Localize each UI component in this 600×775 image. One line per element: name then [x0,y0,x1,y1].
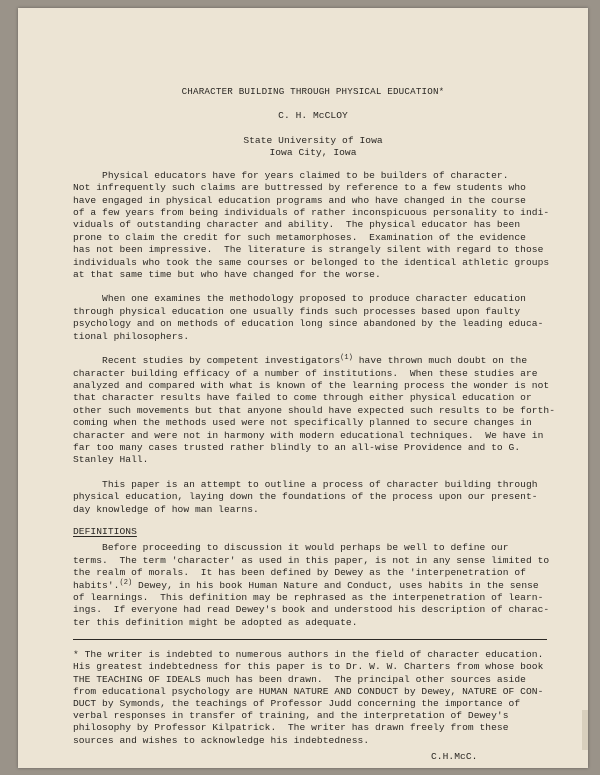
definitions-heading: DEFINITIONS [73,525,137,537]
affiliation-city: Iowa City, Iowa [269,146,357,158]
footnote-initials: C.H.McC. [431,750,478,762]
document-title: CHARACTER BUILDING THROUGH PHYSICAL EDUCATION* [181,86,445,97]
affiliation-university: State University of Iowa [243,134,383,146]
paragraph-3-start: Recent studies by competent investigators [73,355,341,367]
paragraph-4: This paper is an attempt to outline a process of character building through physical education, laying down the foundations of the process upon our present- day knowledge of how man learns. [73,478,538,515]
paragraph-1: Physical educators have for years claimed to be builders of character. Not infrequently such claims are buttressed by reference to a few students who have engaged in physical education programs and who have changed in the course of a few years from being individuals of rather inconspicuous personality to indi- viduals of outstanding character and ability. The physical educator has been prone to claim the credit for such metamorphoses. Examination of the evidence has not been impressive. The literature is strangely silent with regard to those individuals who took the same courses or belonged to the identical athletic groups at that same time but who have changed for the worse. [73,169,550,281]
definitions-paragraph [73,542,553,629]
paragraph-2: When one examines the methodology proposed to produce character education through physical education one usually finds such processes based upon faulty psychology and on methods of education long since abandoned by the leading educa- tional philosophers. [73,293,544,342]
reference-marker-2: (2) [119,578,133,587]
footnote-divider [73,639,547,640]
paragraph-3 [73,355,553,467]
definitions-start: Before proceeding to discussion it would perhaps be well to define our terms. The term 'character' as used in this paper, is not in any sense limited to the realm of morals. It has been defined by Dewey as the 'interpenetration of habits'. [73,542,550,591]
page-edge-mark [582,710,588,750]
affiliation [73,135,553,159]
document-body [73,86,553,763]
paragraph-3-rest: have thrown much doubt on the character building efficacy of a number of institutions. When these studies are analyzed and compared with what is known of the learning process the wonder is not that character results have failed to come through either physical education or other such movements but that anyone should have expected such results to be forth- coming when the methods used were not specifically planned to secure changes in character and were not in harmony with modern educational techniques. We have in far too many cases trusted rather blindly to an all-wise Providence and to G. Stanley Hall. [73,355,555,466]
author-name: C. H. McCLOY [278,110,348,122]
reference-marker-1: (1) [340,354,353,363]
definitions-rest: Dewey, in his book Human Nature and Conduct, uses habits in the sense of learnings. This definition may be rephrased as the interpenetration of learn- ings. If everyone had read Dewey's book and understood his description of charac- ter this definition might be adopted as adequate. [73,579,550,628]
footnote: * The writer is indebted to numerous authors in the field of character education. His greatest indebtedness for this paper is to Dr. W. W. Charters from whose book THE TEACHING OF IDEALS much has been drawn. The principal other sources aside from educational psychology are HUMAN NATURE AND CONDUCT by Dewey, NATURE OF CON- DUCT by Symonds, the teachings of Professor Judd concerning the importance of verbal responses in transfer of training, and the interpretation of Dewey's philosophy by Professor Kilpatrick. The writer has drawn freely from these sources and wishes to acknowledge his indebtedness. [73,649,544,746]
document-page [18,8,588,768]
